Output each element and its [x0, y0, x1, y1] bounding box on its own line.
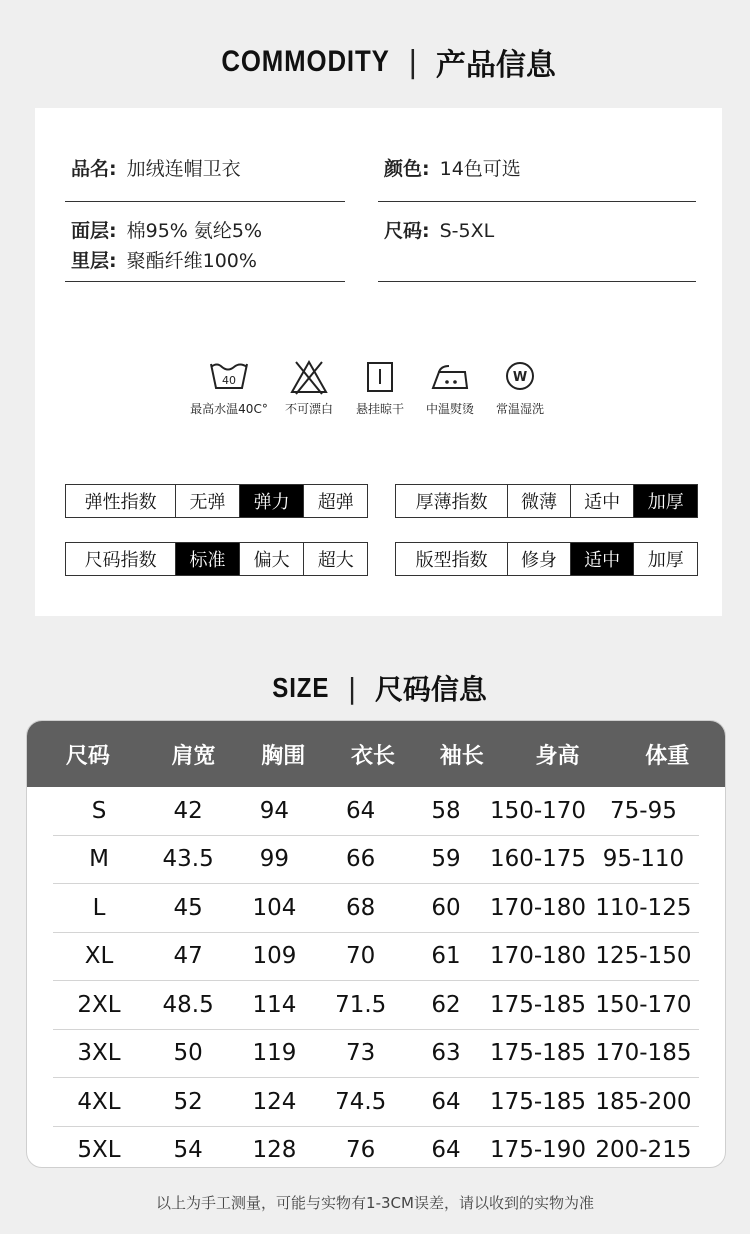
- table-row: [53, 787, 699, 835]
- table-cell: 74.5: [335, 1088, 387, 1115]
- table-cell: 175-185: [489, 1040, 587, 1067]
- table-cell: 76: [346, 1137, 376, 1164]
- table-cell: 54: [173, 1137, 203, 1164]
- table-cell: 73: [346, 1040, 376, 1067]
- table-cell: 66: [346, 846, 376, 873]
- table-row: [53, 1029, 699, 1078]
- table-cell: 150-170: [595, 991, 692, 1018]
- table-cell: 2XL: [77, 991, 121, 1018]
- care-label: 悬挂晾干: [355, 402, 404, 416]
- care-label: 最高水温40C°: [190, 402, 268, 416]
- scale-label: 弹性指数: [84, 492, 157, 513]
- table-cell: 3XL: [77, 1040, 121, 1067]
- table-cell: 50: [173, 1040, 203, 1067]
- wet-clean-icon: [499, 358, 541, 396]
- no-bleach-icon: [288, 358, 330, 396]
- commodity-title-cn: 产品信息: [435, 48, 556, 83]
- size-title-en: SIZE: [272, 672, 330, 703]
- info-size: [378, 216, 696, 282]
- size-heading: [0, 668, 750, 708]
- table-cell: 170-185: [595, 1040, 692, 1067]
- scale-option: 无弹: [175, 485, 239, 517]
- table-row: [53, 980, 699, 1029]
- table-row: [53, 883, 699, 932]
- table-row: [53, 1126, 699, 1169]
- column-header: 身高: [535, 743, 580, 769]
- scale-option-selected: 弹力: [239, 485, 304, 517]
- table-cell: 59: [431, 846, 461, 873]
- table-cell: 124: [252, 1088, 297, 1115]
- table-cell: 60: [431, 894, 461, 921]
- table-cell: 150-170: [489, 797, 587, 824]
- table-cell: 43.5: [162, 846, 214, 873]
- table-cell: 70: [346, 943, 376, 970]
- table-body: [27, 787, 725, 1168]
- care-label: 中温熨烫: [425, 402, 474, 416]
- scale-sizing: [65, 542, 368, 576]
- heading-separator: |: [347, 671, 357, 705]
- table-cell: 45: [173, 894, 203, 921]
- table-cell: 110-125: [595, 894, 692, 921]
- scale-elastic: [65, 484, 368, 518]
- table-cell: XL: [84, 943, 114, 970]
- color-key: 颜色:: [384, 158, 430, 180]
- info-name: [65, 154, 345, 202]
- care-wet-clean: [465, 358, 575, 417]
- table-cell: 75-95: [610, 797, 677, 824]
- measurement-note: 以上为手工测量，可能与实物有1-3CM误差，请以收到的实物为准: [156, 1194, 594, 1212]
- outer-key: 面层:: [71, 220, 117, 242]
- commodity-heading: [0, 40, 750, 84]
- scale-thickness: [395, 484, 698, 518]
- scale-label: 尺码指数: [84, 550, 157, 571]
- table-row: [53, 835, 699, 884]
- inner-value: 聚酯纤维100%: [126, 250, 257, 272]
- table-cell: 170-180: [489, 894, 587, 921]
- table-cell: 119: [252, 1040, 297, 1067]
- name-value: 加绒连帽卫衣: [126, 158, 241, 180]
- table-cell: 48.5: [162, 991, 214, 1018]
- table-cell: S: [91, 797, 107, 824]
- column-header: 尺码: [65, 743, 110, 769]
- scale-fit: [395, 542, 698, 576]
- table-cell: 64: [431, 1088, 461, 1115]
- table-cell: 185-200: [595, 1088, 692, 1115]
- table-cell: 47: [173, 943, 203, 970]
- table-cell: 64: [431, 1137, 461, 1164]
- name-key: 品名:: [71, 158, 117, 180]
- size-key: 尺码:: [384, 220, 430, 242]
- table-cell: 175-190: [489, 1137, 587, 1164]
- table-cell: 170-180: [489, 943, 587, 970]
- table-cell: 128: [252, 1137, 297, 1164]
- size-title-cn: 尺码信息: [374, 673, 487, 706]
- table-cell: 125-150: [595, 943, 692, 970]
- table-cell: 175-185: [489, 991, 587, 1018]
- table-cell: M: [89, 846, 109, 873]
- size-table: [26, 720, 726, 1168]
- color-value: 14色可选: [439, 158, 521, 180]
- svg-text:W: W: [512, 370, 528, 385]
- table-cell: 58: [431, 797, 461, 824]
- table-cell: 99: [259, 846, 290, 873]
- scale-option: 适中: [570, 485, 634, 517]
- table-row: [53, 1077, 699, 1126]
- table-cell: 160-175: [489, 846, 587, 873]
- table-row: [53, 932, 699, 981]
- table-cell: 68: [346, 894, 376, 921]
- scale-option: 超大: [303, 543, 367, 575]
- product-info-card: [35, 108, 722, 616]
- commodity-title-en: COMMODITY: [221, 45, 390, 78]
- scale-option: 加厚: [633, 543, 697, 575]
- table-cell: 94: [259, 797, 290, 824]
- scale-option: 微薄: [507, 485, 570, 517]
- svg-text:40: 40: [222, 374, 236, 387]
- scale-option-selected: 标准: [175, 543, 239, 575]
- wash-40-icon: [208, 358, 250, 396]
- table-cell: 200-215: [595, 1137, 692, 1164]
- scale-option-selected: 适中: [570, 543, 634, 575]
- table-cell: 63: [431, 1040, 461, 1067]
- table-cell: 114: [252, 991, 297, 1018]
- scale-label: 厚薄指数: [415, 492, 488, 513]
- scale-option: 修身: [507, 543, 570, 575]
- scale-option-selected: 加厚: [633, 485, 697, 517]
- scale-option: 偏大: [239, 543, 304, 575]
- info-color: [378, 154, 696, 202]
- column-header: 肩宽: [171, 743, 216, 769]
- care-label: 常温湿洗: [495, 402, 544, 416]
- table-cell: L: [92, 894, 106, 921]
- column-header: 胸围: [261, 743, 306, 769]
- table-cell: 42: [173, 797, 203, 824]
- table-cell: 52: [173, 1088, 203, 1115]
- column-header: 袖长: [439, 743, 484, 769]
- table-cell: 109: [252, 943, 297, 970]
- table-cell: 5XL: [77, 1137, 121, 1164]
- table-header: [27, 721, 725, 787]
- table-cell: 95-110: [602, 846, 685, 873]
- table-cell: 104: [252, 894, 297, 921]
- info-fabric: [65, 216, 345, 282]
- heading-separator: |: [407, 44, 418, 80]
- outer-value: 棉95% 氨纶5%: [126, 220, 263, 242]
- care-label: 不可漂白: [284, 402, 333, 416]
- table-cell: 61: [431, 943, 461, 970]
- inner-key: 里层:: [71, 250, 117, 272]
- table-cell: 71.5: [335, 991, 387, 1018]
- column-header: 体重: [645, 743, 690, 769]
- column-header: 衣长: [351, 743, 396, 769]
- table-cell: 62: [431, 991, 461, 1018]
- table-cell: 4XL: [77, 1088, 121, 1115]
- scale-label: 版型指数: [415, 550, 488, 571]
- table-cell: 64: [346, 797, 376, 824]
- size-value: S-5XL: [439, 220, 495, 242]
- table-cell: 175-185: [489, 1088, 587, 1115]
- scale-option: 超弹: [303, 485, 367, 517]
